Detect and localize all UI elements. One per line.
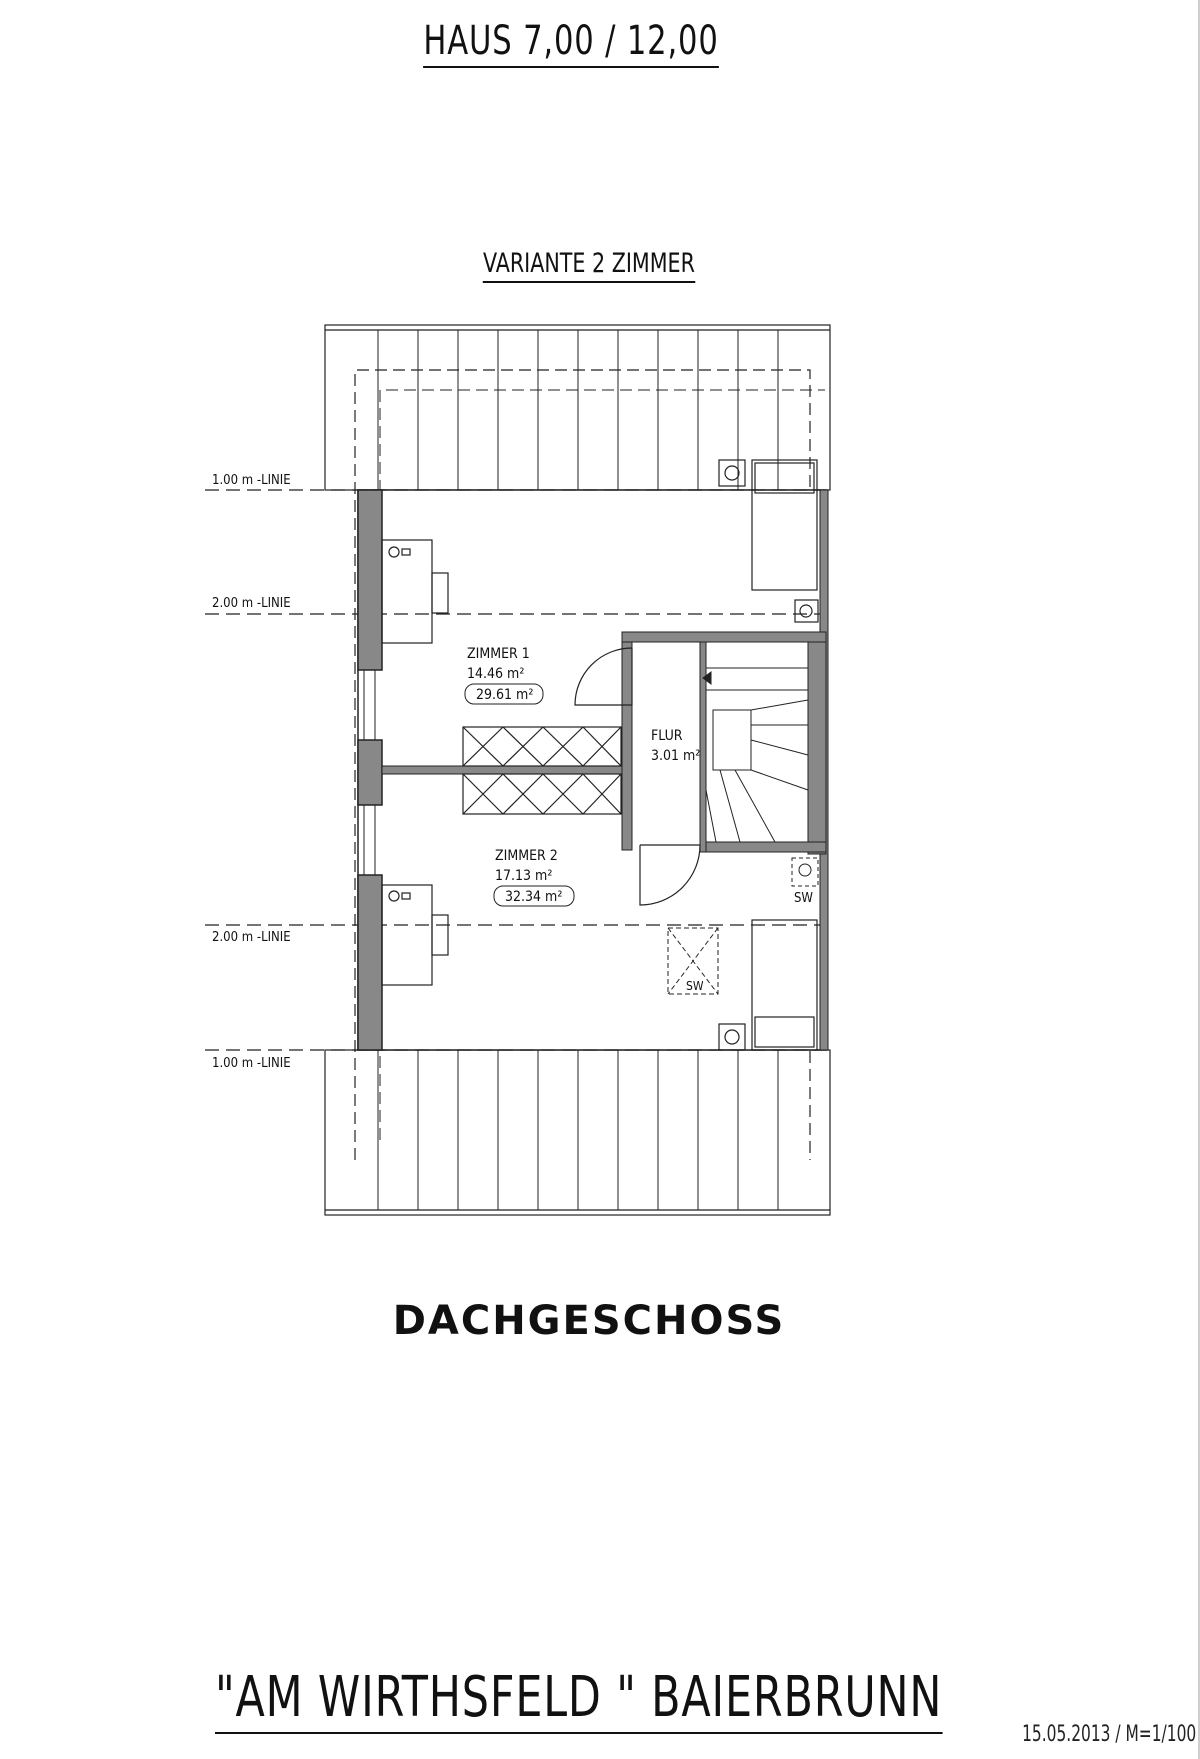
floor-plan bbox=[200, 320, 840, 1225]
zimmer2-area: 17.13 m² bbox=[495, 868, 553, 884]
hall-wall-top bbox=[622, 632, 826, 642]
flur-name: FLUR bbox=[651, 728, 683, 744]
smoke-detector-label: SW bbox=[794, 891, 813, 906]
date-scale: 15.05.2013 / M=1/100 bbox=[1021, 1722, 1196, 1747]
label-1m-top: 1.00 m -LINIE bbox=[212, 473, 291, 488]
label-1m-bottom: 1.00 m -LINIE bbox=[212, 1056, 291, 1071]
knee-wall-bottom bbox=[358, 875, 382, 1050]
zimmer2-name: ZIMMER 2 bbox=[495, 848, 558, 864]
knee-wall-top bbox=[358, 490, 382, 670]
floor-name: DACHGESCHOSS bbox=[392, 1298, 786, 1344]
roof-bottom-rafters bbox=[378, 1050, 778, 1210]
zimmer1-area: 14.46 m² bbox=[467, 666, 525, 682]
zimmer2-floor-area: 32.34 m² bbox=[505, 889, 563, 905]
nightstand-lamp-icon bbox=[725, 466, 739, 480]
roof-top-rafters bbox=[378, 330, 778, 490]
label-2m-top: 2.00 m -LINIE bbox=[212, 596, 291, 611]
zimmer1-floor-area: 29.61 m² bbox=[476, 687, 534, 703]
house-size-title: HAUS 7,00 / 12,00 bbox=[423, 18, 718, 68]
skylight-label: SW bbox=[686, 979, 704, 993]
room-partition-wall bbox=[382, 766, 624, 774]
label-2m-bottom: 2.00 m -LINIE bbox=[212, 930, 291, 945]
variant-heading bbox=[88, 248, 1089, 279]
left-knee-walls bbox=[358, 490, 382, 1050]
project-name-block bbox=[215, 1665, 942, 1730]
page-title bbox=[86, 18, 1057, 64]
nightstand bbox=[719, 460, 745, 486]
stair-wall-bottom bbox=[700, 842, 826, 852]
hall-wall-left bbox=[622, 632, 632, 850]
knee-wall-middle bbox=[358, 740, 382, 805]
variant-label: VARIANTE 2 ZIMMER bbox=[483, 248, 695, 283]
stair-wall-inner bbox=[700, 642, 706, 852]
zimmer1-name: ZIMMER 1 bbox=[467, 646, 530, 662]
stair-wall-right bbox=[808, 642, 826, 854]
project-name: "AM WIRTHSFELD " BAIERBRUNN bbox=[215, 1665, 942, 1734]
pillow bbox=[755, 463, 814, 493]
flur-area: 3.01 m² bbox=[651, 748, 701, 764]
